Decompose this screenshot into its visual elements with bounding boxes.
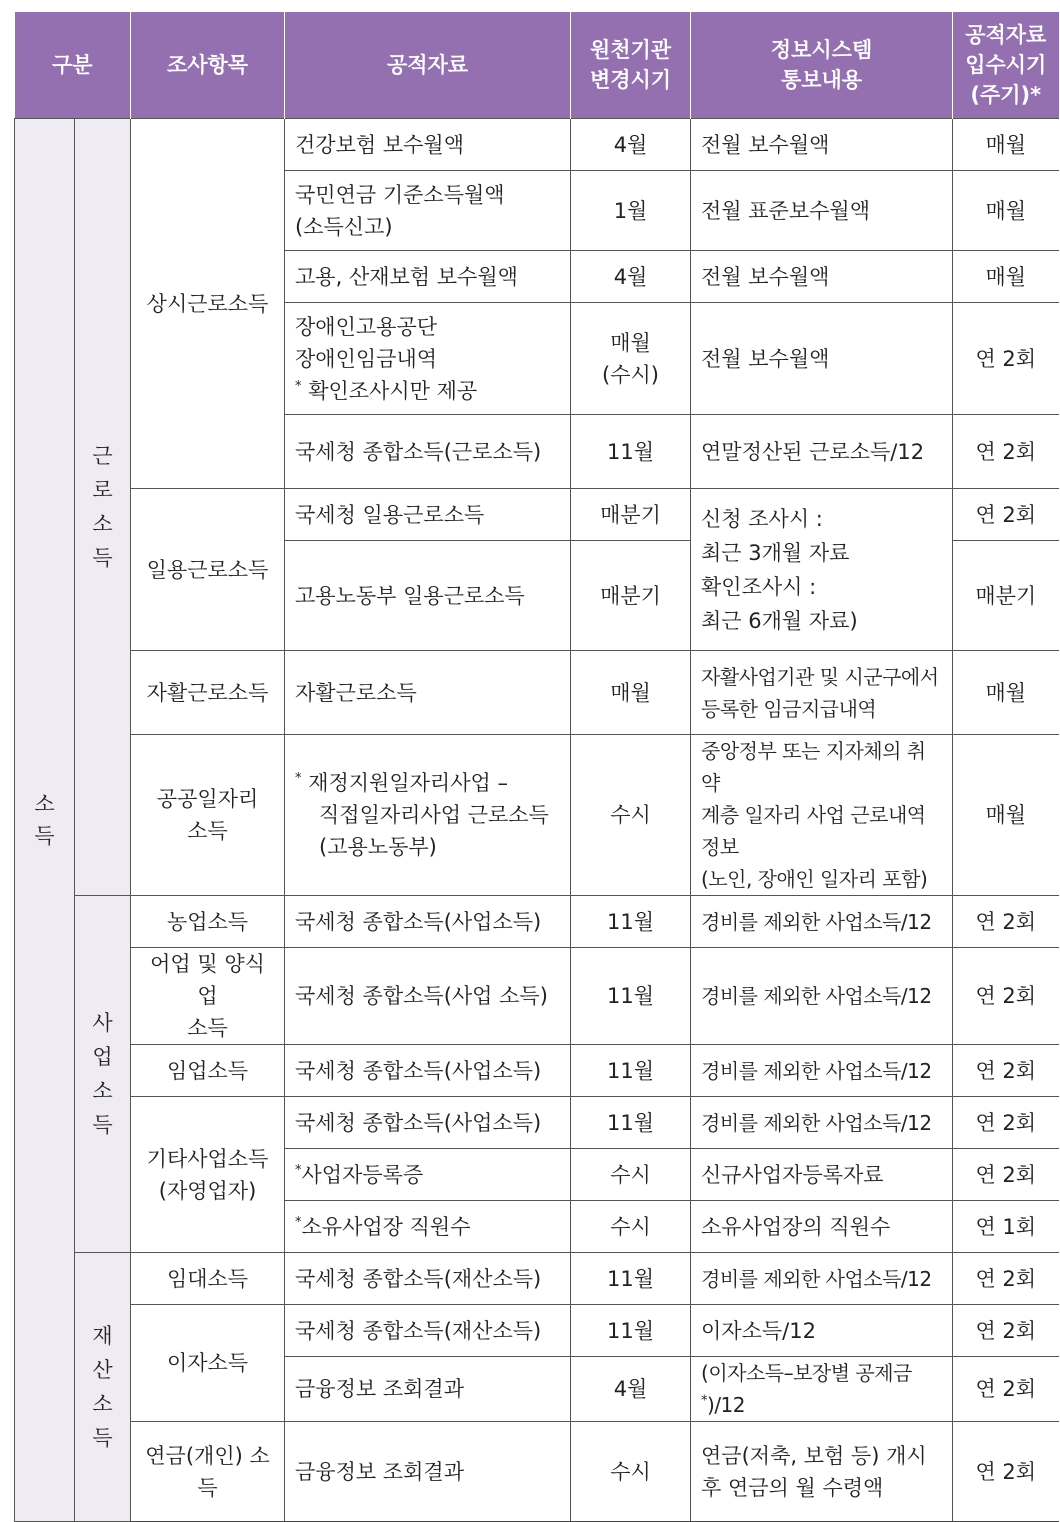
cycle-cell: 연 2회 <box>953 489 1059 541</box>
category-rent: 임대소득 <box>131 1253 285 1305</box>
change-time-cell: 11월 <box>571 415 691 489</box>
category-daily-labor: 일용근로소득 <box>131 489 285 651</box>
table-row <box>15 489 1059 541</box>
group-property-income: 재산소득 <box>75 1253 131 1522</box>
table-row <box>15 896 1059 948</box>
asterisk-mark: * <box>295 378 302 394</box>
cycle-cell: 연 2회 <box>953 948 1059 1045</box>
change-time-cell: 4월 <box>571 251 691 303</box>
change-time-cell: 매분기 <box>571 541 691 651</box>
system-content-cell: 경비를 제외한 사업소득/12 <box>691 948 953 1045</box>
table-row <box>15 1253 1059 1305</box>
cycle-cell: 매월 <box>953 251 1059 303</box>
public-data-cell <box>285 1201 571 1253</box>
cycle-cell: 연 2회 <box>953 415 1059 489</box>
change-time-cell: 11월 <box>571 948 691 1045</box>
change-time-cell: 매월 <box>571 651 691 735</box>
cycle-cell: 연 1회 <box>953 1201 1059 1253</box>
system-content-cell: 연금(저축, 보험 등) 개시 후 연금의 월 수령액 <box>691 1422 953 1522</box>
public-data-cell <box>285 1149 571 1201</box>
header-public-data: 공적자료 <box>285 12 571 119</box>
public-data-cell: 국세청 종합소득(사업 소득) <box>285 948 571 1045</box>
change-time-cell: 11월 <box>571 1045 691 1097</box>
public-data-cell: 국민연금 기준소득월액 (소득신고) <box>285 171 571 251</box>
income-data-table <box>14 12 1059 1522</box>
table-row <box>15 119 1059 171</box>
table-row <box>15 1305 1059 1357</box>
category-other-business: 기타사업소득 (자영업자) <box>131 1097 285 1253</box>
system-content-cell: 소유사업장의 직원수 <box>691 1201 953 1253</box>
public-data-text: 사업자등록증 <box>301 1162 424 1187</box>
cycle-cell: 연 2회 <box>953 1357 1059 1422</box>
asterisk-mark: * <box>701 1393 708 1409</box>
category-public-job: 공공일자리 소득 <box>131 735 285 896</box>
public-data-line1: 재정지원일자리사업 – <box>308 771 508 795</box>
table-row <box>15 1045 1059 1097</box>
public-data-cell <box>285 735 571 896</box>
header-category: 구분 <box>15 12 131 119</box>
cycle-cell: 연 2회 <box>953 1305 1059 1357</box>
cycle-cell: 매월 <box>953 171 1059 251</box>
category-forestry: 임업소득 <box>131 1045 285 1097</box>
public-data-cell: 국세청 종합소득(사업소득) <box>285 1097 571 1149</box>
category-regular-labor: 상시근로소득 <box>131 119 285 489</box>
system-content-cell: 경비를 제외한 사업소득/12 <box>691 1045 953 1097</box>
footnote-text: 확인조사시만 제공 <box>308 378 478 403</box>
system-content-cell: 연말정산된 근로소득/12 <box>691 415 953 489</box>
category-self-support: 자활근로소득 <box>131 651 285 735</box>
public-data-cell: 국세청 일용근로소득 <box>285 489 571 541</box>
public-data-cell: 금융정보 조회결과 <box>285 1357 571 1422</box>
table-row <box>15 948 1059 1045</box>
public-data-cell: 국세청 종합소득(근로소득) <box>285 415 571 489</box>
system-content-cell: 경비를 제외한 사업소득/12 <box>691 896 953 948</box>
cycle-cell: 연 2회 <box>953 1097 1059 1149</box>
system-content-cell: 경비를 제외한 사업소득/12 <box>691 1253 953 1305</box>
cycle-cell: 연 2회 <box>953 1149 1059 1201</box>
change-time-cell: 4월 <box>571 119 691 171</box>
cycle-cell: 연 2회 <box>953 1253 1059 1305</box>
change-time-cell: 1월 <box>571 171 691 251</box>
change-time-cell: 수시 <box>571 735 691 896</box>
system-content-cell: 이자소득/12 <box>691 1305 953 1357</box>
public-data-cell: 국세청 종합소득(사업소득) <box>285 1045 571 1097</box>
change-time-cell: 수시 <box>571 1149 691 1201</box>
header-source-change: 원천기관 변경시기 <box>571 12 691 119</box>
change-time-cell: 11월 <box>571 1305 691 1357</box>
public-data-cell: 고용노동부 일용근로소득 <box>285 541 571 651</box>
change-time-cell: 11월 <box>571 1097 691 1149</box>
asterisk-mark: * <box>295 771 302 786</box>
system-content-cell: 자활사업기관 및 시군구에서 등록한 임금지급내역 <box>691 651 953 735</box>
cycle-cell: 연 2회 <box>953 1045 1059 1097</box>
cycle-cell: 매분기 <box>953 541 1059 651</box>
change-time-cell: 11월 <box>571 1253 691 1305</box>
system-content-cell: 전월 표준보수월액 <box>691 171 953 251</box>
public-data-cell: 금융정보 조회결과 <box>285 1422 571 1522</box>
change-time-cell: 수시 <box>571 1422 691 1522</box>
table-row <box>15 1422 1059 1522</box>
table-row <box>15 735 1059 896</box>
system-content-cell: 신규사업자등록자료 <box>691 1149 953 1201</box>
cycle-cell: 연 2회 <box>953 1422 1059 1522</box>
cycle-cell: 매월 <box>953 119 1059 171</box>
public-data-cell: 국세청 종합소득(재산소득) <box>285 1305 571 1357</box>
change-time-cell: 매분기 <box>571 489 691 541</box>
asterisk-mark: * <box>295 1162 302 1178</box>
public-data-cell: 건강보험 보수월액 <box>285 119 571 171</box>
system-content-cell: 경비를 제외한 사업소득/12 <box>691 1097 953 1149</box>
system-content-cell: 중앙정부 또는 지자체의 취약 계층 일자리 사업 근로내역정보 (노인, 장애인 일자리 포함) <box>691 735 953 896</box>
table-row <box>15 651 1059 735</box>
public-data-text: 소유사업장 직원수 <box>301 1214 471 1239</box>
public-data-cell <box>285 303 571 415</box>
cycle-cell: 연 2회 <box>953 303 1059 415</box>
category-interest: 이자소득 <box>131 1305 285 1422</box>
public-data-cell: 국세청 종합소득(재산소득) <box>285 1253 571 1305</box>
cycle-cell: 매월 <box>953 651 1059 735</box>
system-content-cell: (이자소득–보장별 공제금*)/12 <box>691 1357 953 1422</box>
group-labor-income: 근로소득 <box>75 119 131 896</box>
change-time-cell: 11월 <box>571 896 691 948</box>
system-content-cell: 전월 보수월액 <box>691 303 953 415</box>
change-time-cell: 4월 <box>571 1357 691 1422</box>
public-data-cell: 국세청 종합소득(사업소득) <box>285 896 571 948</box>
category-pension: 연금(개인) 소득 <box>131 1422 285 1522</box>
change-time-cell: 수시 <box>571 1201 691 1253</box>
public-data-line3: (고용노동부) <box>319 835 437 859</box>
header-system-notice: 정보시스템 통보내용 <box>691 12 953 119</box>
change-time-cell: 매월 (수시) <box>571 303 691 415</box>
system-content-cell: 전월 보수월액 <box>691 251 953 303</box>
header-survey-item: 조사항목 <box>131 12 285 119</box>
public-data-text: 장애인고용공단 장애인임금내역 <box>295 314 438 371</box>
public-data-cell: 고용, 산재보험 보수월액 <box>285 251 571 303</box>
system-content-cell: 신청 조사시 : 최근 3개월 자료 확인조사시 : 최근 6개월 자료) <box>691 489 953 651</box>
table-header-row <box>15 12 1059 119</box>
table-row <box>15 1097 1059 1149</box>
cycle-cell: 매월 <box>953 735 1059 896</box>
public-data-line2: 직접일자리사업 근로소득 <box>319 803 549 827</box>
group-business-income: 사업소득 <box>75 896 131 1253</box>
header-acquire-cycle: 공적자료 입수시기 (주기)* <box>953 12 1059 119</box>
system-content-cell: 전월 보수월액 <box>691 119 953 171</box>
asterisk-mark: * <box>295 1214 302 1230</box>
category-farm: 농업소득 <box>131 896 285 948</box>
group-income: 소득 <box>15 119 75 1522</box>
cycle-cell: 연 2회 <box>953 896 1059 948</box>
category-fishery: 어업 및 양식업 소득 <box>131 948 285 1045</box>
public-data-cell: 자활근로소득 <box>285 651 571 735</box>
